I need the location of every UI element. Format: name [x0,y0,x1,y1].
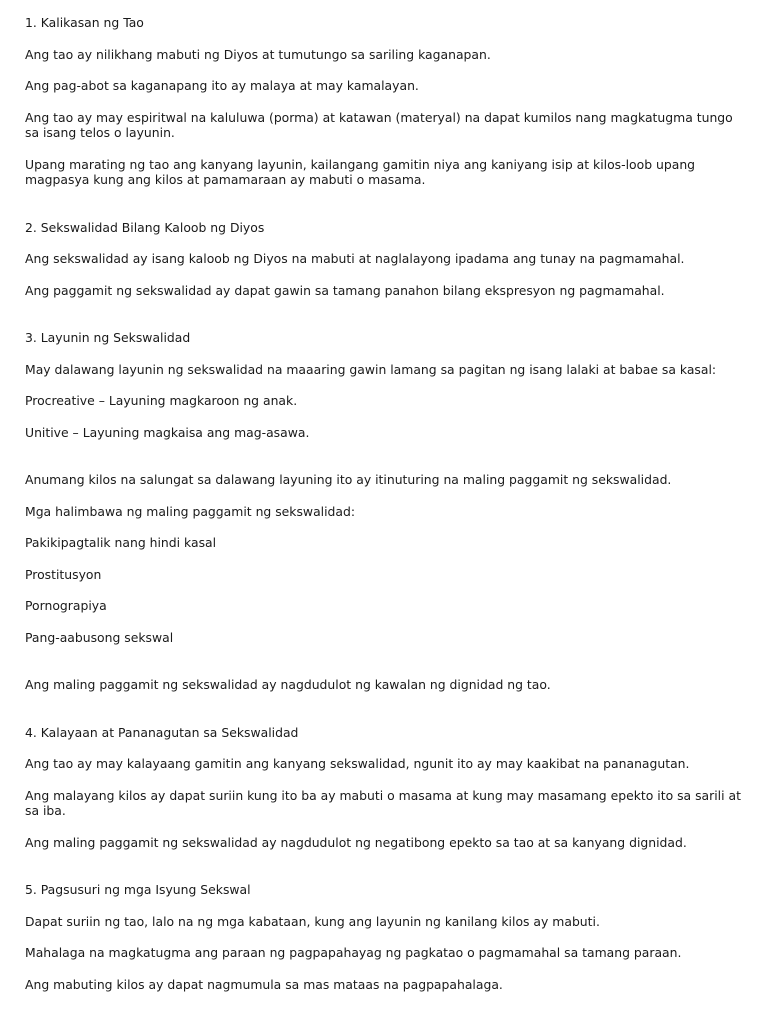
section-kalayaan-at-pananagutan [25,725,744,851]
paragraph: Unitive – Layuning magkaisa ang mag-asawa. [25,424,310,440]
paragraph: Anumang kilos na salungat sa dalawang layuning ito ay itinuturing na maling paggamit ng sekswalidad. [25,472,672,487]
list-item: Prostitusyon [25,566,102,582]
section-spacer [25,709,744,725]
paragraph: Dapat suriin ng tao, lalo na ng mga kabataan, kung ang layunin ng kanilang kilos ay mabuti. [25,913,600,929]
paragraph: Ang tao ay nilikhang mabuti ng Diyos at tumutungo sa sariling kaganapan. [25,46,491,62]
paragraph: Ang sekswalidad ay isang kaloob ng Diyos na mabuti at naglalayong ipadama ang tunay na pagmamahal. [25,251,685,266]
list-item: Pakikipagtalik nang hindi kasal [25,535,217,550]
paragraph: Ang tao ay may kalayaang gamitin ang kanyang sekswalidad, ngunit ito ay may kaakibat na pananagutan. [25,756,690,771]
paragraph: Ang tao ay may espiritwal na kaluluwa (porma) at katawan (materyal) na dapat kumilos nang magkatugma tungo sa isang telos o layunin. [25,109,733,140]
paragraph: Ang maling paggamit ng sekswalidad ay nagdudulot ng kawalan ng dignidad ng tao. [25,677,551,692]
section-heading: 1. Kalikasan ng Tao [25,15,144,30]
paragraph: Ang mabuting kilos ay dapat nagmumula sa mas mataas na pagpapahalaga. [25,976,503,992]
section-kalikasan-ng-tao [25,15,744,188]
paragraph: Procreative – Layuning magkaroon ng anak. [25,393,298,408]
section-pagsusuri-isyung-sekswal [25,882,744,992]
section-heading: 3. Layunin ng Sekswalidad [25,330,191,345]
paragraph: Mga halimbawa ng maling paggamit ng sekswalidad: [25,503,356,519]
paragraph-spacer [25,661,744,677]
list-item: Pornograpiya [25,598,107,613]
paragraph: Ang paggamit ng sekswalidad ay dapat gawin sa tamang panahon bilang ekspresyon ng pagmamahal. [25,282,665,298]
section-sekswalidad-kaloob [25,220,744,299]
section-spacer [25,204,744,220]
section-heading: 5. Pagsusuri ng mga Isyung Sekswal [25,882,251,897]
section-heading: 2. Sekswalidad Bilang Kaloob ng Diyos [25,219,265,235]
paragraph: Ang pag-abot sa kaganapang ito ay malaya at may kamalayan. [25,78,419,93]
paragraph: Mahalaga na magkatugma ang paraan ng pagpapahayag ng pagkatao o pagmamahal sa tamang paraan. [25,945,682,960]
paragraph-spacer [25,456,744,472]
paragraph: Ang malayang kilos ay dapat suriin kung ito ba ay mabuti o masama at kung may masamang epekto ito sa sarili at sa iba. [25,787,741,818]
paragraph: Upang marating ng tao ang kanyang layunin, kailangang gamitin niya ang kaniyang isip at kilos-loob upang magpasya kung ang kilos at pamamaraan ay mabuti o masama. [25,156,696,187]
paragraph: Ang maling paggamit ng sekswalidad ay nagdudulot ng negatibong epekto sa tao at sa kanyang dignidad. [25,834,687,850]
list-item: Pang-aabusong sekswal [25,629,174,645]
section-spacer [25,866,744,882]
section-heading: 4. Kalayaan at Pananagutan sa Sekswalidad [25,724,299,740]
section-spacer [25,314,744,330]
section-layunin-ng-sekswalidad [25,330,744,693]
paragraph: May dalawang layunin ng sekswalidad na maaaring gawin lamang sa pagitan ng isang lalaki at babae sa kasal: [25,361,717,377]
